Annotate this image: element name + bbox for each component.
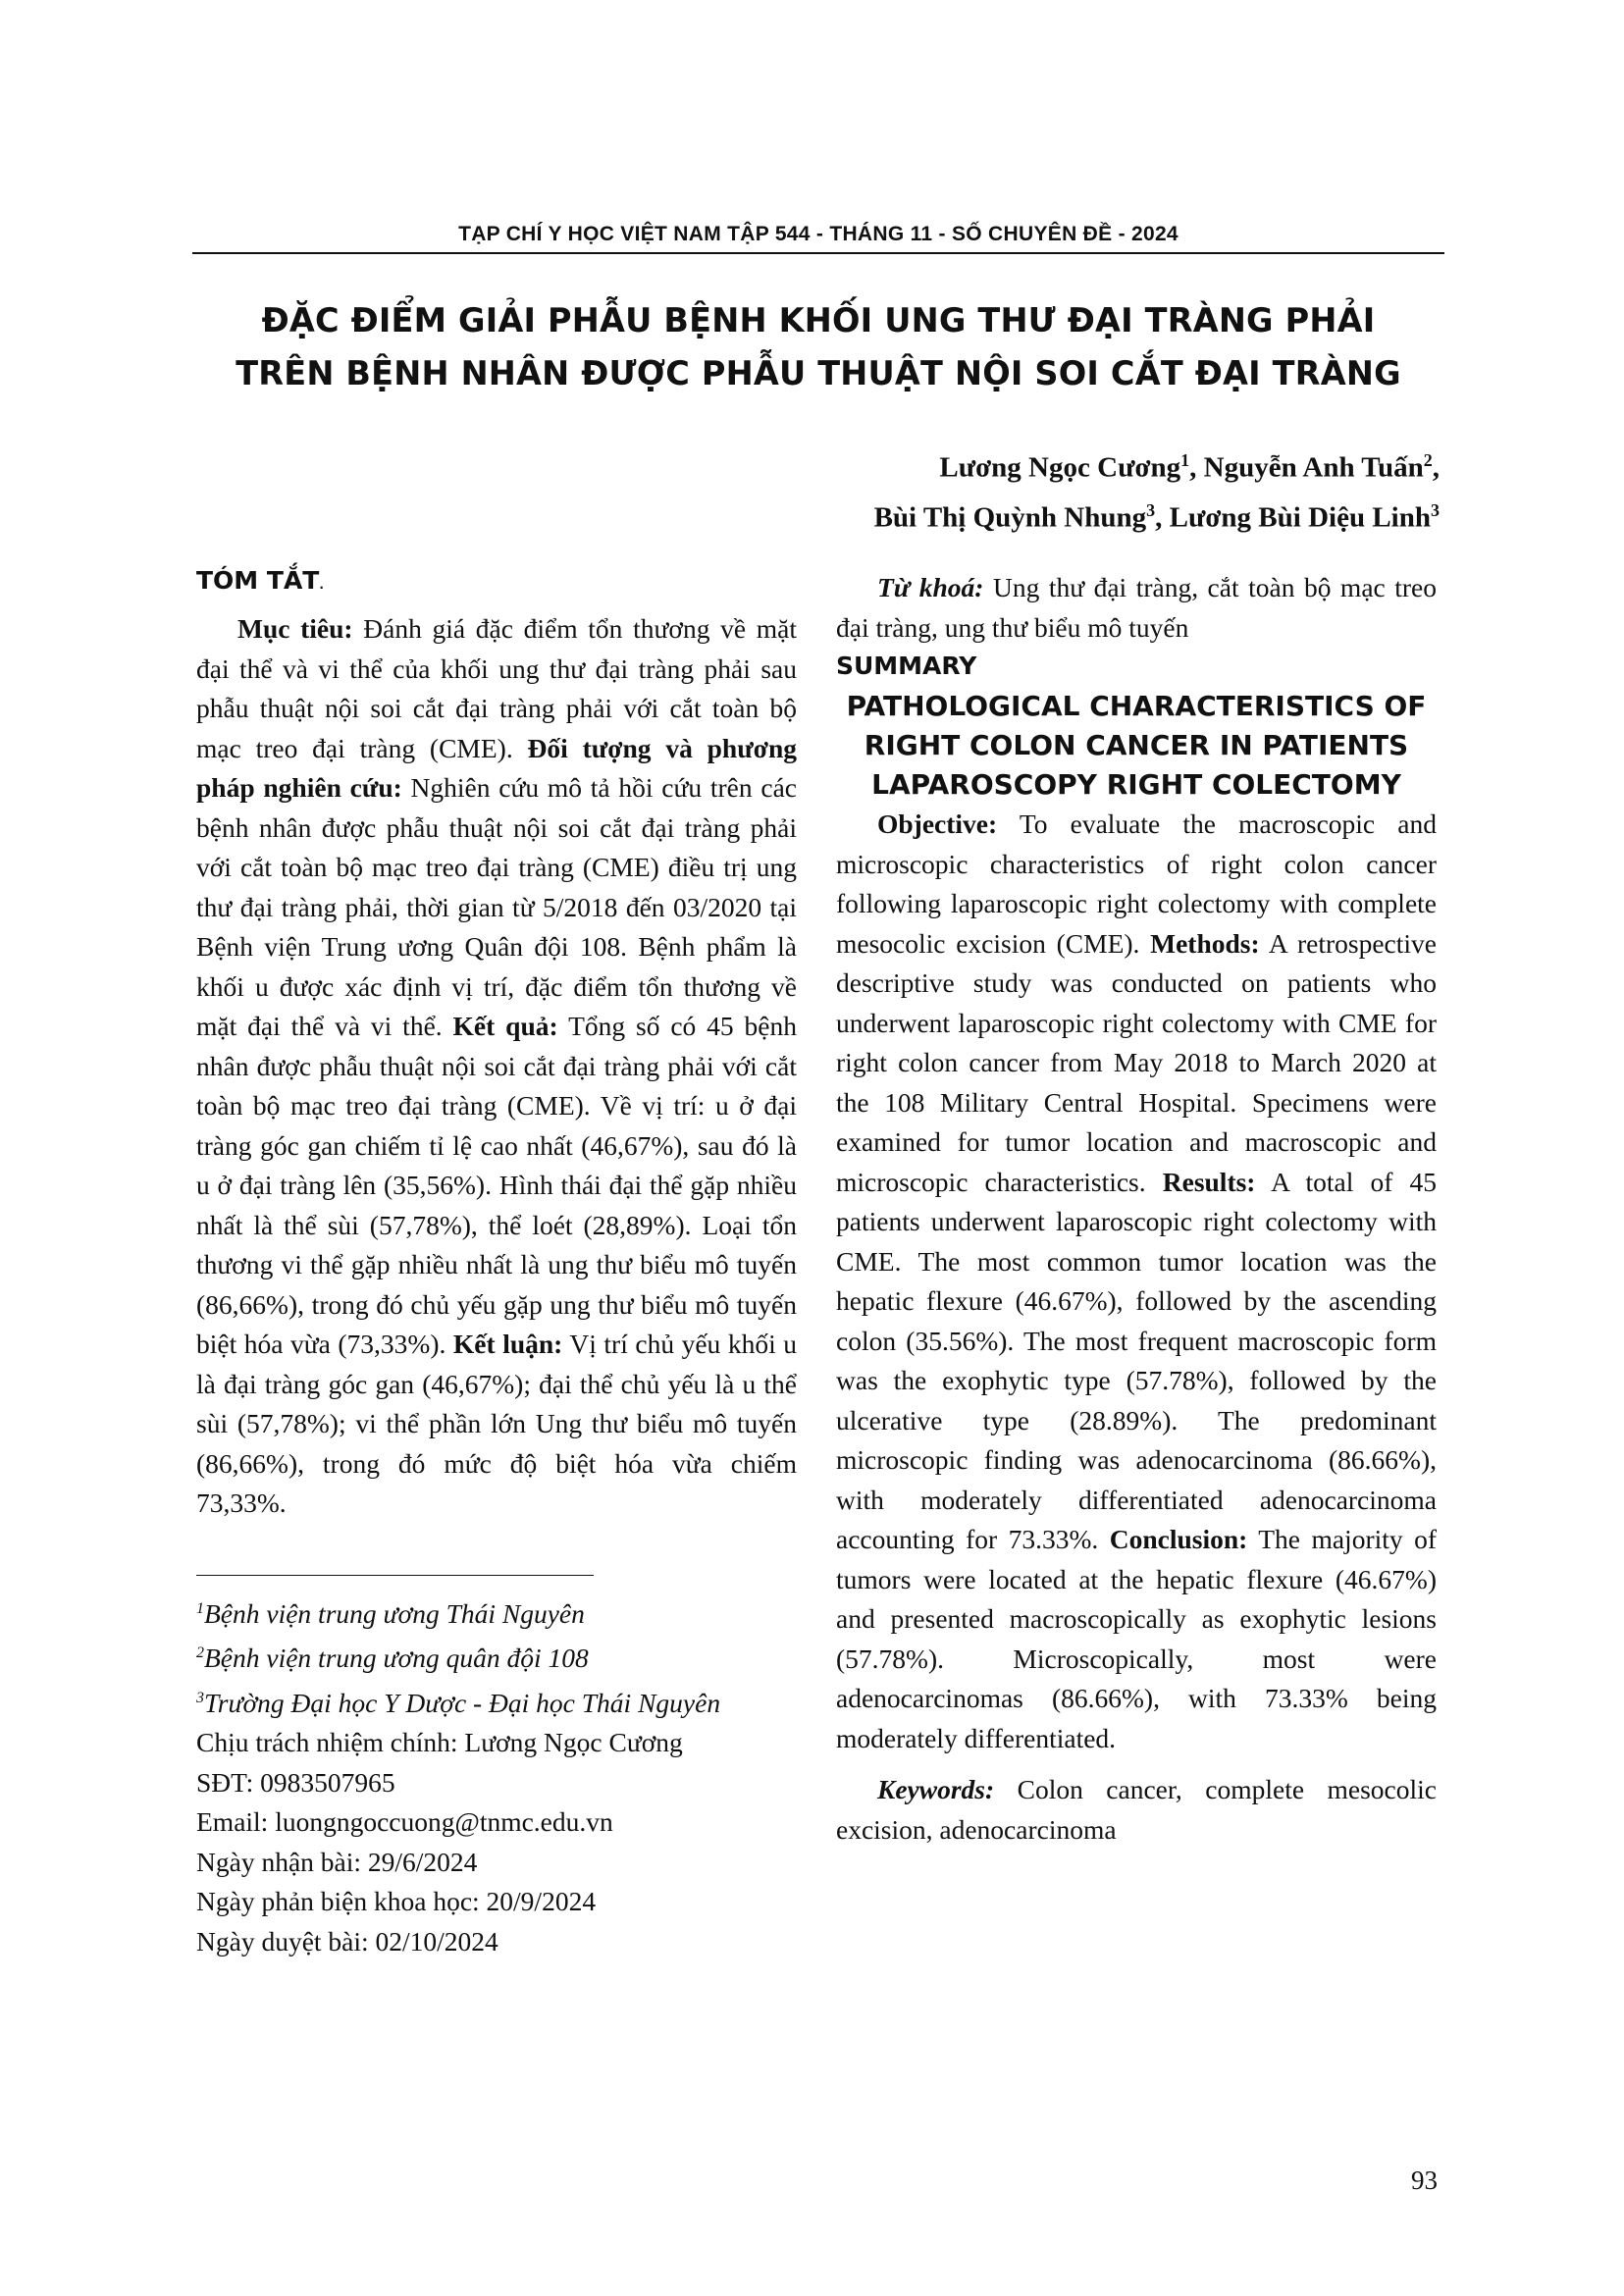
conclusion-label: Kết luận: bbox=[452, 1329, 563, 1359]
summary-body bbox=[836, 805, 1437, 1758]
summary-title bbox=[836, 687, 1437, 805]
title-line-2: TRÊN BỆNH NHÂN ĐƯỢC PHẪU THUẬT NỘI SOI CẮT ĐẠI TRÀNG bbox=[236, 354, 1401, 392]
author-separator: , bbox=[1155, 501, 1170, 534]
results-en-label: Results: bbox=[1162, 1166, 1256, 1197]
keywords-vi bbox=[836, 568, 1437, 648]
keywords-vi-text: Ung thư đại tràng, cắt toàn bộ mạc treo đại tràng, ung thư biểu mô tuyến bbox=[836, 572, 1437, 643]
methods-en-text: A retrospective descriptive study was conducted on patients who underwent laparoscopic right colectomy with CME for right colon cancer from May 2018 to March 2020 at the 108 Military Central Hospital. Specimens were examined for tumor location and macroscopic and microscopic characteristics. bbox=[836, 927, 1437, 1197]
author-name: Lương Ngọc Cương bbox=[939, 451, 1181, 484]
footnote-affiliation-1-text: Bệnh viện trung ương Thái Nguyên bbox=[204, 1597, 585, 1629]
author-line-1 bbox=[874, 440, 1440, 490]
footnote-reviewed: Ngày phản biện khoa học: 20/9/2024 bbox=[196, 1886, 597, 1917]
results-text: Tổng số có 45 bệnh nhân được phẫu thuật nội soi cắt đại tràng phải với cắt toàn bộ mạc treo đại tràng (CME). Về vị trí: u ở đại tràng góc gan chiếm tỉ lệ cao nhất (46,67%), sau đó là u ở đại tràng lên (35,56%). Hình thái đại thể gặp nhiều nhất là thể sùi (57,78%), thể loét (28,89%). Loại tổn thương vi thể gặp nhiều nhất là ung thư biểu mô tuyến (86,66%), trong đó chủ yếu gặp ung thư biểu mô tuyến biệt hóa vừa (73,33%). bbox=[196, 1011, 798, 1359]
footnote-responsible: Chịu trách nhiệm chính: Lương Ngọc Cương bbox=[196, 1727, 683, 1758]
author-name: Lương Bùi Diệu Linh bbox=[1169, 501, 1431, 534]
author-list bbox=[874, 440, 1440, 539]
author-name: Bùi Thị Quỳnh Nhung bbox=[873, 501, 1147, 534]
author-separator: , bbox=[1189, 451, 1204, 484]
header-rule bbox=[192, 252, 1444, 254]
footnote-received: Ngày nhận bài: 29/6/2024 bbox=[196, 1846, 478, 1877]
abstract-heading bbox=[196, 564, 797, 601]
footnote-affiliation-3: $^3$Trường Đại học Y Dược - Đại học Thái Nguyên bbox=[196, 1687, 721, 1718]
footnote-phone: SĐT: 0983507965 bbox=[196, 1766, 395, 1798]
author-affiliation: 1 bbox=[1180, 450, 1190, 470]
right-column bbox=[836, 564, 1437, 1850]
objective-text: Đánh giá đặc điểm tổn thương về mặt đại thể và vi thể của khối ung thư đại tràng phải sau phẫu thuật nội soi cắt đại tràng phải với cắt toàn bộ mạc treo đại tràng (CME). bbox=[196, 613, 797, 763]
objective-label: Mục tiêu: bbox=[237, 613, 353, 644]
abstract-heading-mark: . bbox=[319, 578, 324, 592]
summary-title-line-2: RIGHT COLON CANCER IN PATIENTS bbox=[864, 729, 1409, 761]
article-title bbox=[192, 294, 1444, 400]
footnote-email: Email: luongngoccuong@tnmc.edu.vn bbox=[196, 1806, 613, 1838]
page-number: 93 bbox=[1411, 2166, 1438, 2195]
left-column bbox=[196, 564, 797, 1961]
journal-header: TẠP CHÍ Y HỌC VIỆT NAM TẬP 544 - THÁNG 11 - SỐ CHUYÊN ĐỀ - 2024 bbox=[458, 223, 1179, 245]
author-line-2 bbox=[874, 490, 1440, 540]
conclusion-text: Vị trí chủ yếu khối u là đại tràng góc gan (46,67%); đại thể chủ yếu là u thể sùi (57,78%); vi thể phần lớn Ung thư biểu mô tuyến (86,66%), trong đó mức độ biệt hóa vừa chiếm 73,33%. bbox=[196, 1329, 798, 1518]
footnote-affiliation-3-text: Trường Đại học Y Dược - Đại học Thái Nguyên bbox=[204, 1687, 721, 1718]
abstract-body bbox=[196, 609, 797, 1524]
results-label: Kết quả: bbox=[452, 1011, 558, 1041]
conclusion-en-label: Conclusion: bbox=[1109, 1524, 1248, 1554]
conclusion-en-text: The majority of tumors were located at the hepatic flexure (46.67%) and presented macroscopically as exophytic lesions (57.78%). Microscopically, most were adenocarcinomas (86.66%), with 73.33% being moderately differentiated. bbox=[836, 1524, 1437, 1753]
methods-en-label: Methods: bbox=[1150, 927, 1260, 959]
keywords-en-label: Keywords: bbox=[877, 1774, 995, 1804]
keywords-en bbox=[836, 1770, 1437, 1850]
author-affiliation: 3 bbox=[1146, 499, 1156, 520]
author-affiliation: 3 bbox=[1431, 499, 1440, 520]
summary-heading: SUMMARY bbox=[836, 652, 977, 680]
abstract-heading-text: TÓM TẮT bbox=[196, 566, 320, 595]
summary-title-line-3: LAPAROSCOPY RIGHT COLECTOMY bbox=[871, 768, 1401, 801]
methods-label: Đối tượng và phương pháp nghiên cứu: bbox=[196, 732, 797, 803]
methods-text: Nghiên cứu mô tả hồi cứu trên các bệnh nhân được phẫu thuật nội soi cắt đại tràng phải với cắt toàn bộ mạc treo đại tràng (CME) điều trị ung thư đại tràng phải, thời gian từ 5/2018 đến 03/2020 tại Bệnh viện Trung ương Quân đội 108. Bệnh phẩm là khối u được xác định vị trí, đặc điểm tổn thương về mặt đại thể và vi thể. bbox=[196, 772, 797, 1041]
author-name: Nguyễn Anh Tuấn bbox=[1203, 451, 1424, 484]
footnote-affiliation-1: $^1$Bệnh viện trung ương Thái Nguyên bbox=[196, 1597, 585, 1629]
author-separator: , bbox=[1432, 451, 1440, 484]
title-line-1: ĐẶC ĐIỂM GIẢI PHẪU BỆNH KHỐI UNG THƯ ĐẠI TRÀNG PHẢI bbox=[261, 301, 1376, 339]
footnote-affiliation-2-text: Bệnh viện trung ương quân đội 108 bbox=[204, 1643, 589, 1674]
objective-en-text: To evaluate the macroscopic and microscopic characteristics of right colon cancer following laparoscopic right colectomy with complete mesocolic excision (CME). bbox=[836, 809, 1437, 959]
keywords-vi-label: Từ khoá: bbox=[877, 572, 984, 602]
footnotes bbox=[196, 1590, 797, 1962]
objective-en-label: Objective: bbox=[877, 809, 998, 839]
footnote-affiliation-2: $^2$Bệnh viện trung ương quân đội 108 bbox=[196, 1643, 589, 1674]
footnote-accepted: Ngày duyệt bài: 02/10/2024 bbox=[196, 1925, 498, 1957]
keywords-en-text: Colon cancer, complete mesocolic excision, adenocarcinoma bbox=[836, 1774, 1437, 1845]
summary-title-line-1: PATHOLOGICAL CHARACTERISTICS OF bbox=[846, 690, 1427, 722]
footnote-rule bbox=[196, 1575, 594, 1576]
results-en-text: A total of 45 patients underwent laparoscopic right colectomy with CME. The most common tumor location was the hepatic flexure (46.67%), followed by the ascending colon (35.56%). The most frequent macroscopic form was the exophytic type (57.78%), followed by the ulcerative type (28.89%). The predominant microscopic finding was adenocarcinoma (86.66%), with moderately differentiated adenocarcinoma accounting for 73.33%. bbox=[836, 1166, 1437, 1554]
author-affiliation: 2 bbox=[1423, 450, 1433, 470]
